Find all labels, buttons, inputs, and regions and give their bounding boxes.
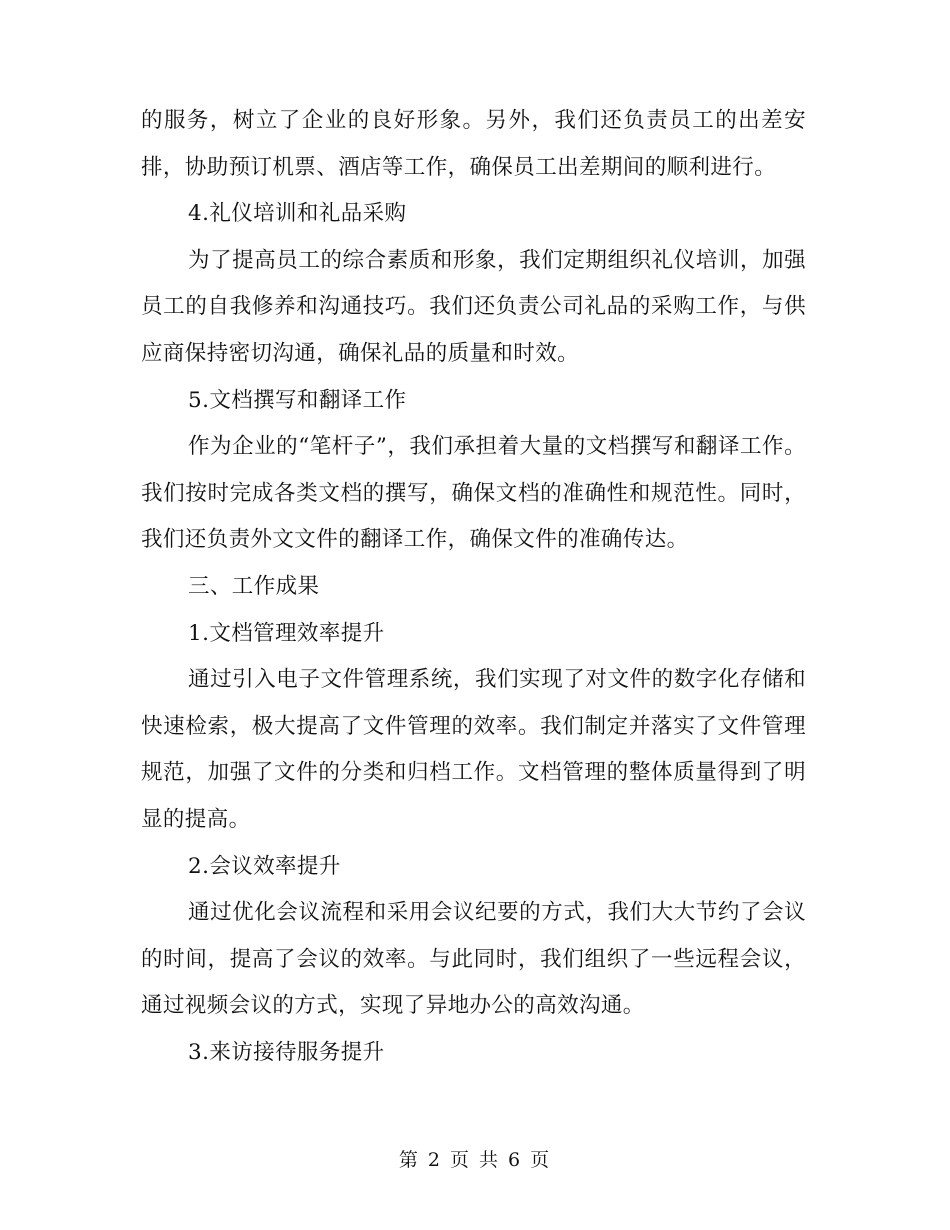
paragraph: 通过优化会议流程和采用会议纪要的方式，我们大大节约了会议的时间，提高了会议的效率。与此同时，我们组织了一些远程会议，通过视频会议的方式，实现了异地办公的高效沟通。 (141, 900, 806, 1019)
paragraph: 的服务，树立了企业的良好形象。另外，我们还负责员工的出差安排，协助预订机票、酒店等工作，确保员工出差期间的顺利进行。 (141, 108, 806, 180)
page-footer: 第 2 页 共 6 页 (398, 1149, 552, 1171)
paragraph: 通过引入电子文件管理系统，我们实现了对文件的数字化存储和快速检索，极大提高了文件管理的效率。我们制定并落实了文件管理规范，加强了文件的分类和归档工作。文档管理的整体质量得到了明显的提高。 (141, 667, 806, 832)
section-heading: 2.会议效率提升 (188, 853, 341, 879)
section-heading: 5.文档撰写和翻译工作 (188, 387, 407, 413)
chapter-heading: 三、工作成果 (188, 573, 320, 599)
paragraph: 为了提高员工的综合素质和形象，我们定期组织礼仪培训，加强员工的自我修养和沟通技巧。我们还负责公司礼品的采购工作，与供应商保持密切沟通，确保礼品的质量和时效。 (141, 247, 806, 366)
section-heading: 4.礼仪培训和礼品采购 (188, 201, 407, 227)
section-heading: 1.文档管理效率提升 (188, 620, 385, 646)
paragraph: 作为企业的“笔杆子”，我们承担着大量的文档撰写和翻译工作。我们按时完成各类文档的撰写，确保文档的准确性和规范性。同时，我们还负责外文文件的翻译工作，确保文件的准确传达。 (141, 434, 806, 553)
document-body (141, 98, 806, 1076)
section-heading: 3.来访接待服务提升 (188, 1039, 385, 1065)
